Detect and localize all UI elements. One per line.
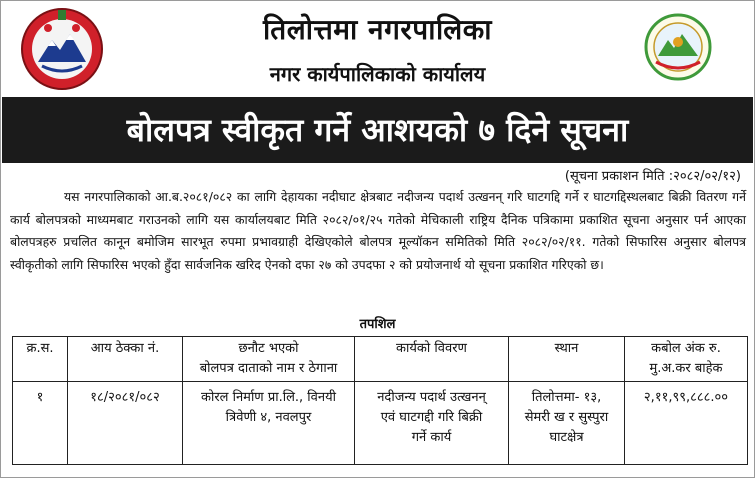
cell-amount: २,११,९९,८८८.०० xyxy=(625,382,748,465)
cell-location-line1: तिलोत्तमा- १३, xyxy=(531,390,602,405)
details-heading: तपशिल xyxy=(359,317,396,332)
cell-contract-no: १८/२०८१/०८२ xyxy=(68,382,183,465)
cell-description-line2: एवं घाटगद्दी गरि बिक्री xyxy=(380,410,483,425)
col-header-bidder-line1: छनौट भएको xyxy=(238,341,299,356)
col-header-location: स्थान xyxy=(509,337,625,382)
cell-bidder-line2: त्रिवेणी ४, नवलपुर xyxy=(225,410,312,425)
col-header-amount-line2: मु.अ.कर बाहेक xyxy=(649,361,723,376)
municipality-name: तिलोत्तमा नगरपालिका xyxy=(263,13,492,46)
col-header-sn: क्र.स. xyxy=(13,337,68,382)
notice-header xyxy=(0,0,755,96)
publication-date: (सूचना प्रकाशन मिति :२०८२/०२/१२) xyxy=(564,169,741,184)
notice-body: यस नगरपालिकाको आ.ब.२०८१/०८२ का लागि देहायका नदीघाट क्षेत्रबाट नदीजन्य पदार्थ उत्खनन् गरि घाटगद्दि गर्ने र घाटगद्दिस्थलबाट बिक्री वितरण गर्ने कार्य बोलपत्रको माध्यमबाट गराउनको लागि यस कार्यालयबाट मिति २०८२/०१/२५ गतेको मेचिकाली राष्ट्रिय दैनिक पत्रिकामा प्रकाशित सूचना अनुसार पर्न आएका बोलपत्रहरु प्रचलित कानून बमोजिम सारभूत रुपमा प्रभावग्राही देखिएकोले बोलपत्र मूल्यॉकन समितिको मिति २०८२/०२/११. गतेको सिफारिस अनुसार बोलपत्र स्वीकृतीको लागि सिफारिस भएको हुँदा सार्वजनिक खरिद ऐनको दफा २७ को उपदफा २ को प्रयोजनार्थ यो सूचना प्रकाशित गरिएको छ। xyxy=(10,189,746,272)
table-row xyxy=(13,382,748,465)
col-header-amount-line1: कबोल अंक रु. xyxy=(651,341,721,356)
cell-description-line1: नदीजन्य पदार्थ उत्खनन् xyxy=(377,390,486,405)
cell-description xyxy=(355,382,509,465)
cell-description-line3: गर्ने कार्य xyxy=(411,430,452,445)
col-header-bidder xyxy=(183,337,355,382)
cell-bidder-line1: कोरल निर्माण प्रा.लि., विनयी xyxy=(200,390,337,405)
notice-title-banner: बोलपत्र स्वीकृत गर्ने आशयको ७ दिने सूचना xyxy=(2,97,753,163)
award-details-table xyxy=(12,336,748,465)
col-header-amount xyxy=(625,337,748,382)
cell-sn: १ xyxy=(13,382,68,465)
table-header-row xyxy=(13,337,748,382)
cell-location-line3: घाटक्षेत्र xyxy=(549,430,584,445)
col-header-description: कार्यको विवरण xyxy=(355,337,509,382)
office-name: नगर कार्यपालिकाको कार्यालय xyxy=(269,62,486,86)
cell-location xyxy=(509,382,625,465)
municipality-logo-icon xyxy=(644,12,712,82)
col-header-bidder-line2: बोलपत्र दाताको नाम र ठेगाना xyxy=(199,361,338,376)
cell-bidder xyxy=(183,382,355,465)
cell-location-line2: सेमरी ख र सुस्पुरा xyxy=(524,410,609,425)
col-header-contract-no: आय ठेक्का नं. xyxy=(68,337,183,382)
